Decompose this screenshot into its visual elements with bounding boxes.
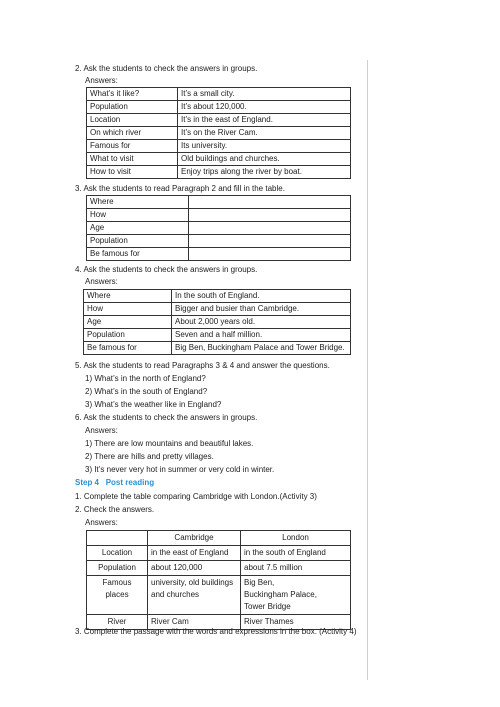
table-cell: about 120,000: [148, 561, 241, 576]
table-cell: Population: [87, 101, 178, 114]
table-row: [87, 101, 351, 114]
s4-title: 4. Ask the students to check the answers in groups.: [75, 265, 258, 274]
table-cell: Big Ben, Buckingham Palace and Tower Bridge.: [172, 342, 351, 355]
step4-heading: [75, 477, 154, 488]
header-london: London: [241, 531, 351, 546]
cell-line: and churches: [151, 590, 200, 599]
compare-table: [86, 530, 351, 630]
table-row: [87, 140, 351, 153]
s5-question-2: 2) What’s in the south of England?: [85, 387, 208, 396]
blank-cell[interactable]: [189, 209, 351, 222]
table-cell: What to visit: [87, 153, 178, 166]
table-row: [84, 329, 351, 342]
step4-item-2: 2. Check the answers.: [75, 505, 155, 514]
row-label: Population: [87, 561, 148, 576]
s2-answers-label: Answers:: [85, 76, 118, 85]
table-cell: [87, 531, 148, 546]
row-label: River: [87, 615, 148, 630]
blank-cell[interactable]: [189, 222, 351, 235]
s6-answers-label: Answers:: [85, 426, 118, 435]
step4-title: Post reading: [105, 478, 155, 487]
table-row: [84, 303, 351, 316]
table-cell: Age: [84, 316, 172, 329]
table-cell: How: [84, 303, 172, 316]
table-cell: Location: [87, 114, 178, 127]
step4-item-1: 1. Complete the table comparing Cambridge with London.(Activity 3): [75, 492, 317, 501]
table-row: [87, 235, 351, 248]
table-row: [87, 114, 351, 127]
s6-answer-1: 1) There are low mountains and beautiful lakes.: [85, 439, 254, 448]
margin-rule: [367, 60, 368, 680]
table-cell: It’s on the River Cam.: [178, 127, 351, 140]
table-cell: Be famous for: [84, 342, 172, 355]
s5-question-3: 3) What’s the weather like in England?: [85, 400, 222, 409]
table-row: [87, 196, 351, 209]
table-row: [87, 248, 351, 261]
table-cell: [241, 576, 351, 615]
table-cell: What’s it like?: [87, 88, 178, 101]
s6-answer-2: 2) There are hills and pretty villages.: [85, 452, 214, 461]
table-cell: Where: [84, 290, 172, 303]
table-cell: In the south of England.: [172, 290, 351, 303]
table-cell: On which river: [87, 127, 178, 140]
table-cell: Its university.: [178, 140, 351, 153]
table-cell: Population: [87, 235, 189, 248]
table-cell: [148, 576, 241, 615]
header-cambridge: Cambridge: [148, 531, 241, 546]
table-row: [84, 316, 351, 329]
s4-answers-label: Answers:: [85, 277, 118, 286]
table-cell: How: [87, 209, 189, 222]
cell-line: Big Ben,: [244, 578, 275, 587]
table-cell: Enjoy trips along the river by boat.: [178, 166, 351, 179]
s3-title: 3. Ask the students to read Paragraph 2 and fill in the table.: [75, 184, 285, 193]
table-cell: Famous for: [87, 140, 178, 153]
table-row: [84, 342, 351, 355]
blank-cell[interactable]: [189, 196, 351, 209]
table-cell: Be famous for: [87, 248, 189, 261]
table-cell: in the east of England: [148, 546, 241, 561]
s5-title: 5. Ask the students to read Paragraphs 3 & 4 and answer the questions.: [75, 361, 330, 370]
s5-question-1: 1) What’s in the north of England?: [85, 374, 206, 383]
cell-line: Buckingham Palace,: [244, 590, 317, 599]
table-row: [87, 222, 351, 235]
table-cell: Seven and a half million.: [172, 329, 351, 342]
table-cell: Bigger and busier than Cambridge.: [172, 303, 351, 316]
table-cell: Age: [87, 222, 189, 235]
table-cell: Old buildings and churches.: [178, 153, 351, 166]
table-cell: How to visit: [87, 166, 178, 179]
step4-item-3: 3. Complete the passage with the words and expressions in the box. (Activity 4): [75, 627, 357, 636]
table-row: [84, 290, 351, 303]
table-cell: Population: [84, 329, 172, 342]
cell-line: Tower Bridge: [244, 602, 291, 611]
table-row: [87, 88, 351, 101]
blank-cell[interactable]: [189, 248, 351, 261]
table-cell: River Cam: [148, 615, 241, 630]
step4-label: Step 4: [75, 478, 100, 487]
table-cell: About 2,000 years old.: [172, 316, 351, 329]
table-row: [87, 166, 351, 179]
s3-fill-table: [86, 195, 351, 261]
table-cell: about 7.5 million: [241, 561, 351, 576]
s4-answer-table: [83, 289, 351, 355]
s2-answer-table: [86, 87, 351, 179]
table-row: [87, 561, 351, 576]
blank-cell[interactable]: [189, 235, 351, 248]
table-row: [87, 127, 351, 140]
s2-title: 2. Ask the students to check the answers in groups.: [75, 64, 258, 73]
table-cell: It’s in the east of England.: [178, 114, 351, 127]
table-row: [87, 153, 351, 166]
table-row: [87, 576, 351, 615]
s6-answer-3: 3) It’s never very hot in summer or very cold in winter.: [85, 465, 275, 474]
table-cell: in the south of England: [241, 546, 351, 561]
table-row: [87, 209, 351, 222]
row-label: Famous places: [87, 576, 148, 615]
table-row: [87, 531, 351, 546]
table-cell: It’s about 120,000.: [178, 101, 351, 114]
table-cell: It’s a small city.: [178, 88, 351, 101]
row-label: Location: [87, 546, 148, 561]
step4-answers-label: Answers:: [85, 518, 118, 527]
cell-line: university, old buildings: [151, 578, 234, 587]
table-cell: River Thames: [241, 615, 351, 630]
table-row: [87, 546, 351, 561]
s6-title: 6. Ask the students to check the answers in groups.: [75, 413, 258, 422]
table-cell: Where: [87, 196, 189, 209]
